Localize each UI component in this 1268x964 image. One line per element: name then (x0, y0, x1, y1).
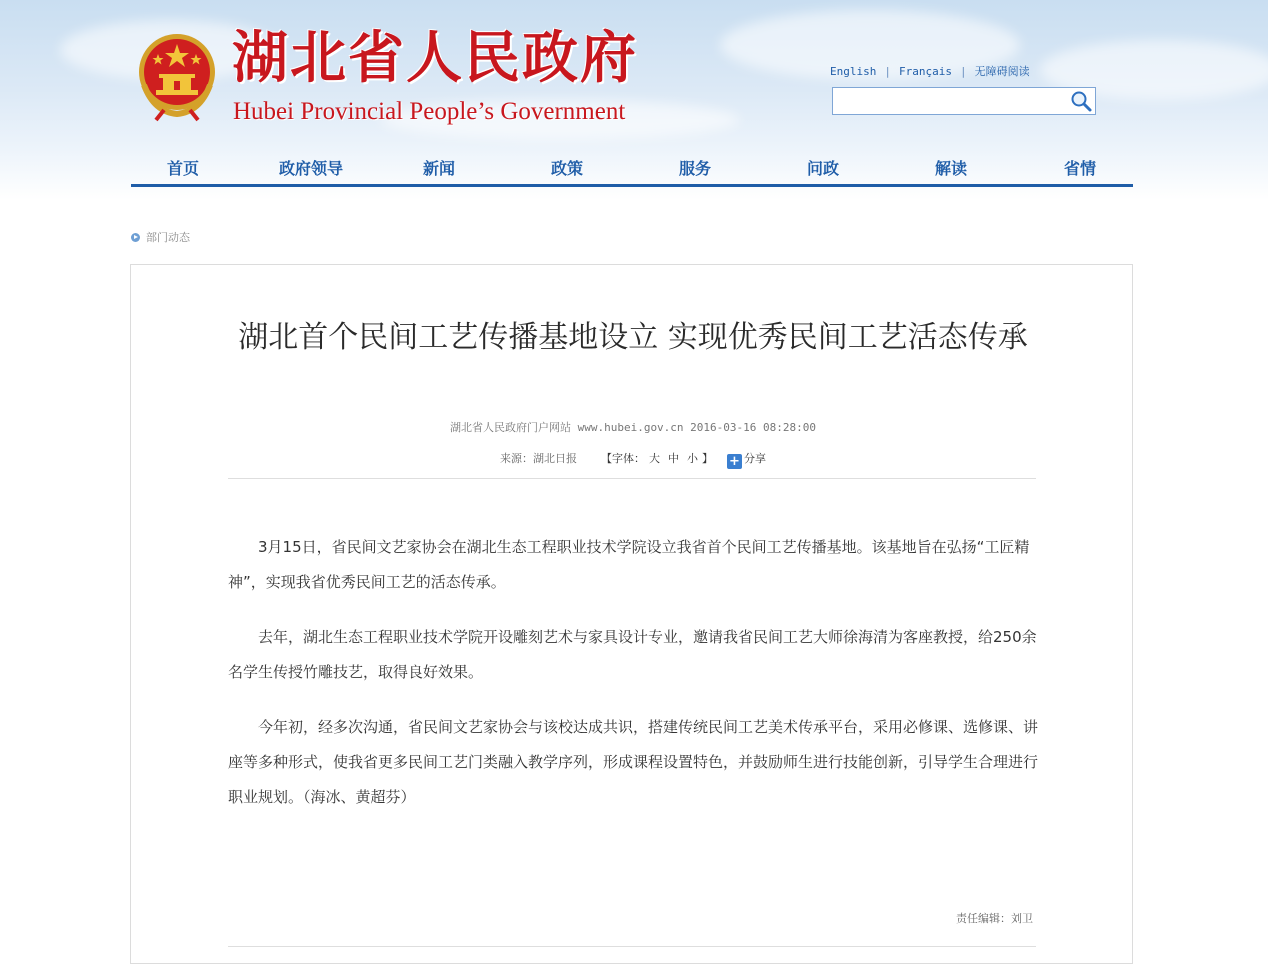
article-body (228, 530, 1038, 835)
main-nav (131, 150, 1133, 187)
arrow-circle-icon (131, 233, 140, 242)
article-origin: 来源：湖北日报 (500, 452, 577, 465)
nav-item-policy[interactable]: 政策 (550, 159, 583, 178)
site-title-cn[interactable]: 湖北省人民政府 (232, 25, 638, 91)
search-icon[interactable] (1069, 89, 1093, 113)
plus-share-icon: + (727, 454, 742, 469)
font-size-large[interactable]: 大 (649, 452, 660, 465)
nav-item-services[interactable]: 服务 (678, 159, 711, 178)
search-input[interactable] (833, 88, 1069, 114)
nav-item-province-info[interactable]: 省情 (1063, 159, 1096, 178)
font-size-label: 【字体： (601, 452, 645, 465)
divider (228, 946, 1036, 947)
font-size-medium[interactable]: 中 (668, 452, 679, 465)
responsible-editor: 责任编辑：刘卫 (956, 912, 1033, 925)
font-size-control (601, 452, 713, 465)
divider (228, 478, 1036, 479)
separator: | (884, 65, 891, 78)
article-paragraph: 今年初，经多次沟通，省民间文艺家协会与该校达成共识，搭建传统民间工艺美术传承平台，采用必修课、选修课、讲座等多种形式，使我省更多民间工艺门类融入教学序列，形成课程设置特色，并鼓励师生进行技能创新，引导学生合理进行职业规划。（海冰、黄超芬） (228, 718, 1039, 806)
nav-item-inquiry[interactable]: 问政 (806, 159, 839, 178)
font-size-small[interactable]: 小 (687, 452, 698, 465)
search-box (832, 87, 1096, 115)
article-paragraph: 去年，湖北生态工程职业技术学院开设雕刻艺术与家具设计专业，邀请我省民间工艺大师徐海清为客座教授，给250余名学生传授竹雕技艺，取得良好效果。 (228, 628, 1037, 681)
lang-link-french[interactable]: Français (898, 65, 952, 78)
nav-item-news[interactable]: 新闻 (422, 159, 455, 178)
site-header (0, 0, 1268, 200)
article-title: 湖北首个民间工艺传播基地设立 实现优秀民间工艺活态传承 (238, 320, 1028, 355)
accessibility-link[interactable]: 无障碍阅读 (974, 65, 1030, 78)
breadcrumb (131, 229, 190, 245)
separator: | (959, 65, 967, 78)
nav-item-interpretation[interactable]: 解读 (934, 159, 967, 178)
article-paragraph: 3月15日，省民间文艺家协会在湖北生态工程职业技术学院设立我省首个民间工艺传播基地。该基地旨在弘扬“工匠精神”，实现我省优秀民间工艺的活态传承。 (228, 538, 1030, 591)
font-size-bracket: 】 (702, 452, 713, 465)
share-button[interactable] (727, 450, 766, 469)
language-links (830, 63, 1030, 79)
breadcrumb-link[interactable]: 部门动态 (146, 231, 190, 244)
article-source-line: 湖北省人民政府门户网站 www.hubei.gov.cn 2016-03-16 08:28:00 (449, 421, 817, 434)
site-title-en[interactable]: Hubei Provincial People’s Government (233, 98, 626, 125)
share-label: 分享 (744, 452, 766, 465)
national-emblem-icon[interactable] (134, 30, 220, 122)
article-meta (230, 450, 1036, 469)
nav-item-leaders[interactable]: 政府领导 (278, 159, 343, 178)
lang-link-english[interactable]: English (830, 65, 877, 78)
nav-item-home[interactable]: 首页 (166, 159, 199, 178)
